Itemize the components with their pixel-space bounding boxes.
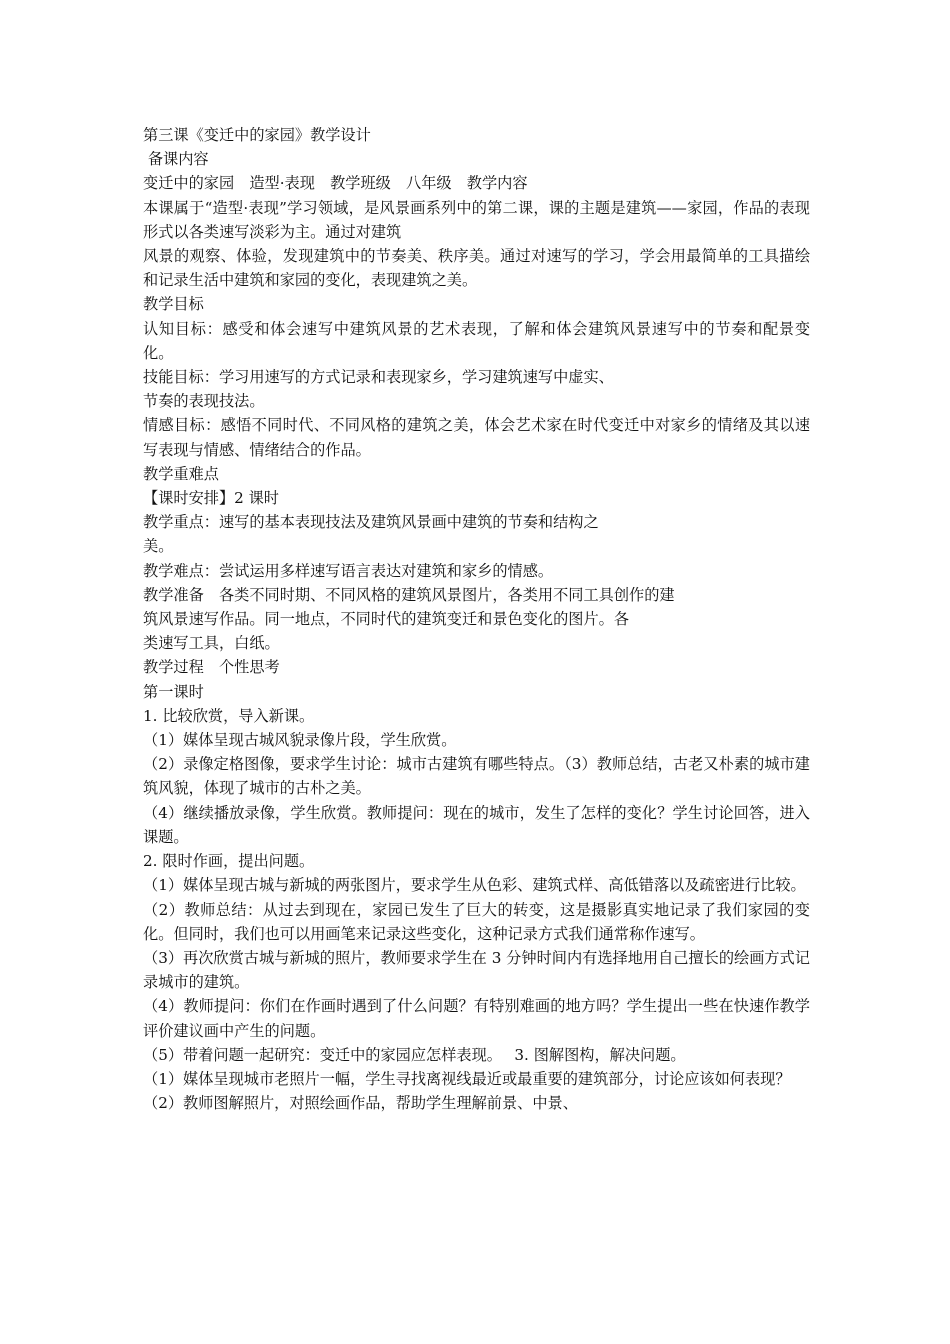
section-heading: 教学过程 个性思考	[143, 658, 280, 677]
section-heading: 第一课时	[143, 682, 204, 701]
paragraph: 教学准备 各类不同时期、不同风格的建筑风景图片，各类用不同工具创作的建	[143, 585, 675, 604]
paragraph: 筑风景速写作品。同一地点，不同时代的建筑变迁和景色变化的图片。各	[143, 610, 629, 629]
list-item: （2）录像定格图像，要求学生讨论：城市古建筑有哪些特点。（3）教师总结，古老又朴素的城市建筑风貌，体现了城市的古朴之美。	[143, 755, 810, 798]
list-item: （3）再次欣赏古城与新城的照片，教师要求学生在 3 分钟时间内有选择地用自己擅长的绘画方式记录城市的建筑。	[143, 948, 810, 992]
paragraph: 技能目标：学习用速写的方式记录和表现家乡，学习建筑速写中虚实、	[143, 368, 614, 387]
list-item: 2. 限时作画，提出问题。	[143, 852, 315, 871]
paragraph: 节奏的表现技法。	[143, 392, 265, 411]
paragraph: 认知目标：感受和体会速写中建筑风景的艺术表现，了解和体会建筑风景速写中的节奏和配景变化。	[143, 319, 810, 362]
doc-title: 第三课《变迁中的家园》教学设计	[143, 126, 371, 144]
section-heading: 教学重难点	[143, 464, 219, 483]
paragraph: 变迁中的家园 造型·表现 教学班级 八年级 教学内容	[143, 174, 528, 193]
paragraph: 情感目标：感悟不同时代、不同风格的建筑之美，体会艺术家在时代变迁中对家乡的情绪及其以速写表现与情感、情绪结合的作品。	[143, 416, 810, 459]
list-item: （4）教师提问：你们在作画时遇到了什么问题？有特别难画的地方吗？学生提出一些在快速作教学评价建议画中产生的问题。	[143, 997, 810, 1040]
paragraph: 教学重点：速写的基本表现技法及建筑风景画中建筑的节奏和结构之	[143, 513, 599, 532]
list-item: （2）教师总结：从过去到现在，家园已发生了巨大的转变，这是摄影真实地记录了我们家园的变化。但同时，我们也可以用画笔来记录这些变化，这种记录方式我们通常称作速写。	[143, 900, 810, 943]
list-item: （4）继续播放录像，学生欣赏。教师提问：现在的城市，发生了怎样的变化？学生讨论回答，进入课题。	[143, 803, 810, 846]
section-heading: 教学目标	[143, 295, 204, 314]
list-item: （2）教师图解照片，对照绘画作品，帮助学生理解前景、中景、	[143, 1094, 578, 1113]
list-item: 1. 比较欣赏，导入新课。	[143, 706, 315, 725]
list-item: （1）媒体呈现古城风貌录像片段，学生欣赏。	[143, 731, 457, 750]
list-item: （1）媒体呈现城市老照片一幅，学生寻找离视线最近或最重要的建筑部分，讨论应该如何表现？	[143, 1069, 791, 1088]
paragraph: 美。	[143, 537, 174, 556]
paragraph: 教学难点：尝试运用多样速写语言表达对建筑和家乡的情感。	[143, 561, 554, 580]
section-heading: 备课内容	[143, 150, 209, 169]
paragraph: 【课时安排】2 课时	[143, 489, 279, 508]
paragraph: 风景的观察、体验，发现建筑中的节奏美、秩序美。通过对速写的学习，学会用最简单的工具描绘和记录生活中建筑和家园的变化，表现建筑之美。	[143, 247, 810, 290]
list-item: （5）带着问题一起研究：变迁中的家园应怎样表现。 3. 图解图构，解决问题。	[143, 1045, 686, 1064]
paragraph: 类速写工具，白纸。	[143, 634, 280, 653]
paragraph: 本课属于“造型·表现”学习领域，是风景画系列中的第二课，课的主题是建筑——家园，作品的表现形式以各类速写淡彩为主。通过对建筑	[143, 198, 810, 241]
list-item: （1）媒体呈现古城与新城的两张图片，要求学生从色彩、建筑式样、高低错落以及疏密进行比较。	[143, 876, 806, 895]
